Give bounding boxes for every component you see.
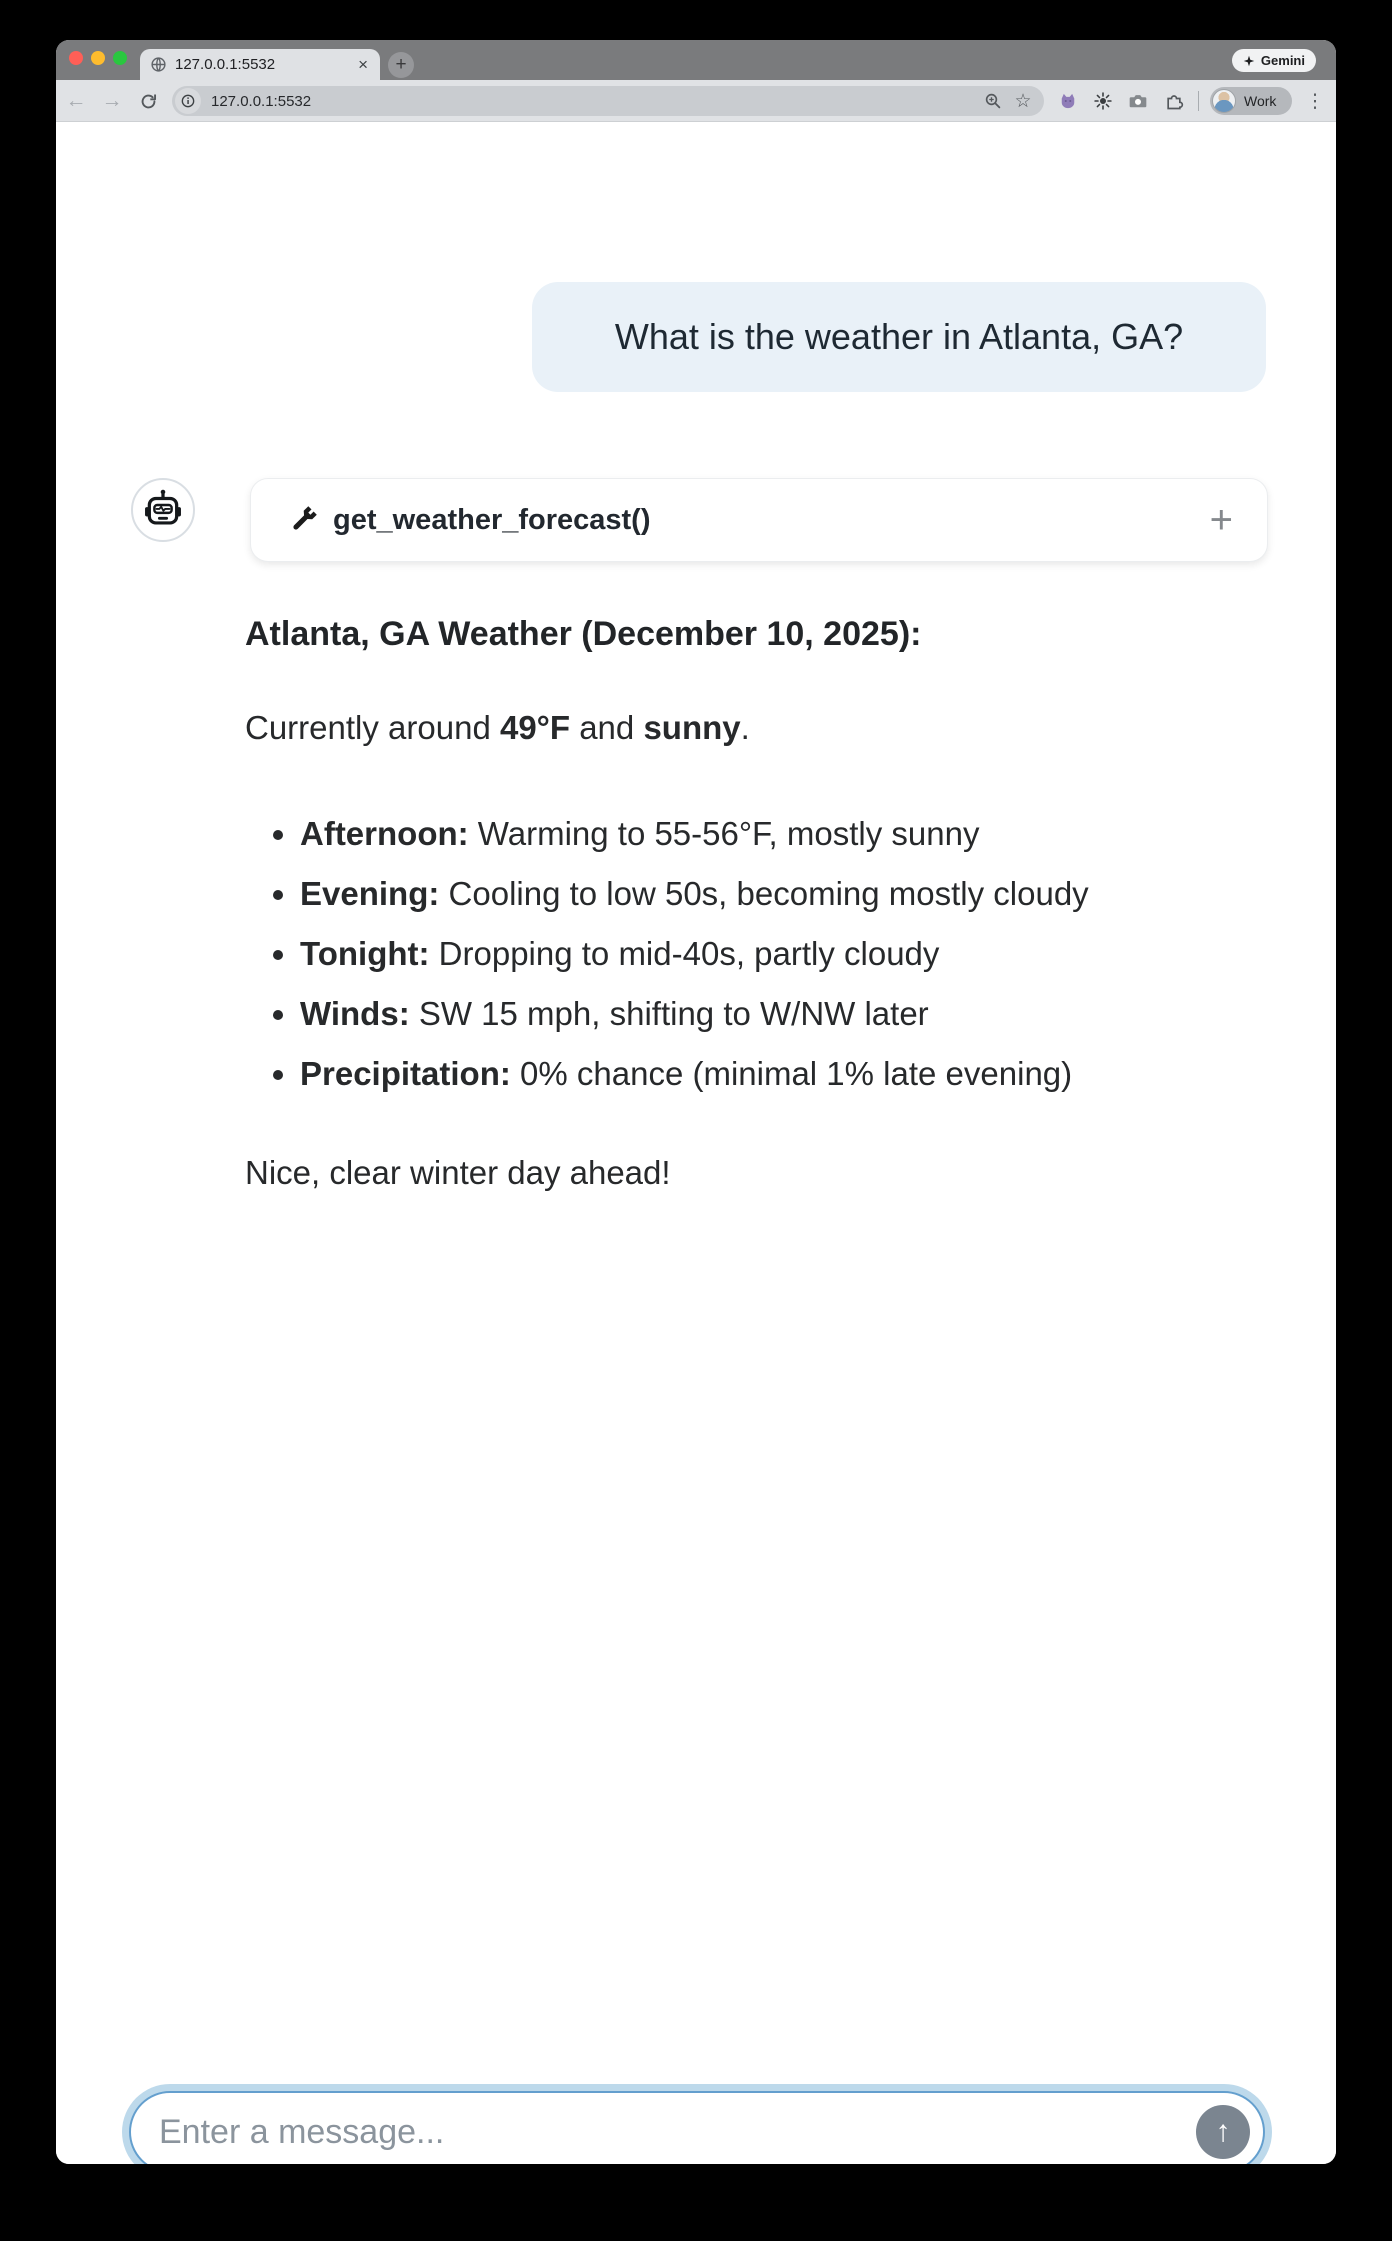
profile-label: Work: [1244, 93, 1277, 109]
assistant-response: [245, 614, 1255, 1193]
purple-extension-icon: [1058, 91, 1078, 111]
site-info-icon[interactable]: [175, 88, 201, 114]
message-input-container: [122, 2084, 1272, 2164]
response-closing: Nice, clear winter day ahead!: [245, 1154, 671, 1192]
user-message-text: What is the weather in Atlanta, GA?: [614, 316, 1184, 357]
zoom-icon: [984, 92, 1002, 110]
wrench-icon: [287, 504, 319, 536]
zoom-button[interactable]: [978, 92, 1008, 110]
tool-call-name: get_weather_forecast(): [333, 503, 651, 536]
list-item: • Tonight: Dropping to mid-40s, partly cloudy: [300, 924, 1130, 984]
back-button[interactable]: ←: [65, 89, 87, 112]
browser-toolbar: [56, 80, 1336, 122]
tool-call-chip[interactable]: [250, 478, 1268, 562]
forward-button[interactable]: →: [101, 89, 123, 112]
send-arrow-icon: ↑: [1215, 2115, 1231, 2148]
forecast-list: [245, 804, 1130, 1104]
extensions-button[interactable]: [1159, 80, 1189, 122]
camera-icon: [1128, 91, 1148, 111]
new-tab-button[interactable]: +: [388, 52, 414, 78]
response-heading: Atlanta, GA Weather (December 10, 2025):: [245, 615, 922, 653]
globe-icon: [150, 56, 167, 73]
profile-button[interactable]: [1210, 87, 1292, 115]
bot-avatar: [131, 478, 195, 542]
user-message-bubble: [532, 282, 1266, 392]
message-input-inner: [129, 2091, 1265, 2164]
response-intro: Currently around 49°F and sunny.: [245, 708, 750, 746]
bookmark-star-icon[interactable]: ☆: [1014, 90, 1032, 112]
tab-strip: [56, 40, 1336, 80]
list-item: • Precipitation: 0% chance (minimal 1% late evening): [300, 1044, 1130, 1104]
fullscreen-window-button[interactable]: [113, 51, 127, 65]
list-item: • Evening: Cooling to low 50s, becoming mostly cloudy: [300, 864, 1130, 924]
sparkle-icon: [1243, 55, 1255, 67]
sunburst-icon: [1093, 91, 1113, 111]
reload-button[interactable]: [134, 80, 162, 122]
list-item: • Winds: SW 15 mph, shifting to W/NW later: [300, 984, 1130, 1044]
minimize-window-button[interactable]: [91, 51, 105, 65]
page-content: [56, 122, 1336, 2164]
reload-icon: [139, 92, 158, 111]
address-bar[interactable]: [172, 86, 1044, 116]
extension-button[interactable]: [1053, 80, 1083, 122]
message-input[interactable]: [131, 2113, 1196, 2152]
list-item: • Afternoon: Warming to 55-56°F, mostly sunny: [300, 804, 1130, 864]
toolbar-divider: [1198, 91, 1199, 111]
send-button[interactable]: [1196, 2105, 1250, 2159]
tab-title: 127.0.0.1:5532: [175, 56, 276, 73]
settings-sunburst-button[interactable]: [1088, 80, 1118, 122]
robot-icon: [140, 487, 186, 533]
gemini-badge-label: Gemini: [1260, 53, 1305, 68]
url-text: 127.0.0.1:5532: [211, 92, 312, 110]
screenshot-button[interactable]: [1123, 80, 1153, 122]
gemini-badge[interactable]: [1232, 49, 1316, 72]
browser-menu-button[interactable]: ⋮: [1305, 90, 1325, 112]
puzzle-icon: [1164, 91, 1184, 111]
browser-tab[interactable]: [140, 49, 380, 80]
expand-tool-call-icon[interactable]: +: [1209, 497, 1233, 542]
close-window-button[interactable]: [69, 51, 83, 65]
close-tab-icon[interactable]: ×: [358, 54, 368, 74]
profile-avatar: [1212, 89, 1236, 113]
browser-window: [56, 40, 1336, 2164]
